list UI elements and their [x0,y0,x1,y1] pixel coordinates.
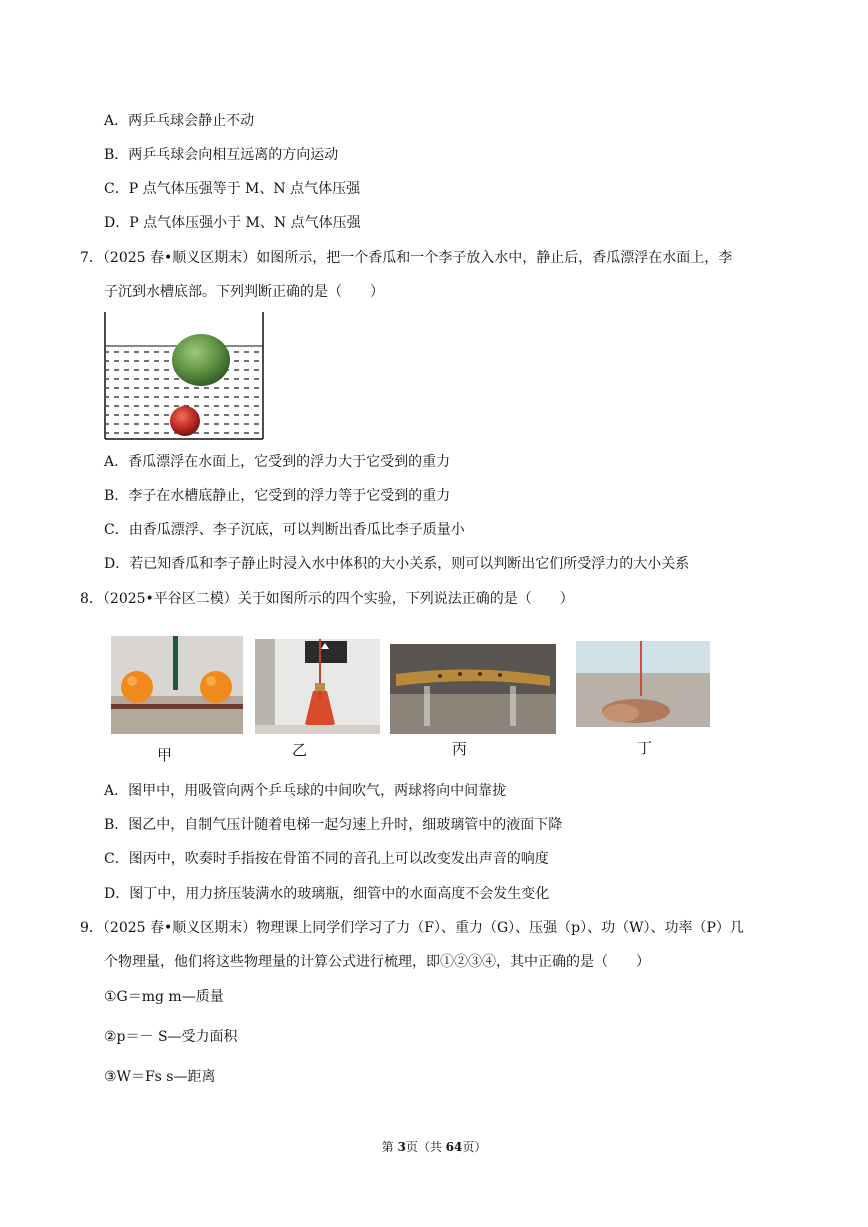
q9-item-1: ①G＝mg m—质量 [104,989,224,1005]
q8-option-c: C．图丙中，吹奏时手指按在骨笛不同的音孔上可以改变发出声音的响度 [104,851,549,867]
q6-option-d: D．P 点气体压强小于 M、N 点气体压强 [104,215,361,231]
footer-total-pages: 64 [445,1140,463,1154]
caption-bing: 丙 [452,740,468,758]
q9-stem-line1: 9．（2025 春•顺义区期末）物理课上同学们学习了力（F）、重力（G）、压强（p）、功（W）、功率（P）几 [80,920,744,936]
caption-yi: 乙 [292,741,308,759]
q9-stem-line2: 个物理量，他们将这些物理量的计算公式进行梳理，即①②③④，其中正确的是（ ） [104,954,650,970]
caption-ding: 丁 [637,739,653,757]
page-footer [0,1138,868,1155]
photo-bing [390,644,556,734]
q7-option-c: C．由香瓜漂浮、李子沉底，可以判断出香瓜比李子质量小 [104,522,465,538]
q7-stem-line1: 7．（2025 春•顺义区期末）如图所示，把一个香瓜和一个李子放入水中，静止后，香瓜漂浮在水面上，李 [80,250,733,266]
photo-yi [255,639,380,734]
caption-jia: 甲 [157,746,173,764]
footer-suffix: 页） [462,1140,487,1154]
q7-water-tank-figure [103,312,265,442]
q7-option-d: D．若已知香瓜和李子静止时浸入水中体积的大小关系，则可以判断出它们所受浮力的大小关系 [104,556,690,572]
q7-option-a: A．香瓜漂浮在水面上，它受到的浮力大于它受到的重力 [104,454,451,470]
footer-mid: 页（共 [405,1140,446,1154]
footer-page-number: 3 [397,1140,406,1154]
photo-jia [111,636,243,734]
q6-option-b: B．两乒乓球会向相互远离的方向运动 [104,147,339,163]
q6-option-a: A．两乒乓球会静止不动 [104,113,255,129]
q6-option-c: C．P 点气体压强等于 M、N 点气体压强 [104,181,361,197]
q8-stem: 8．（2025•平谷区二模）关于如图所示的四个实验，下列说法正确的是（ ） [80,591,574,607]
q7-stem-line2: 子沉到水槽底部。下列判断正确的是（ ） [104,284,384,300]
footer-prefix: 第 [381,1140,398,1154]
q8-option-d: D．图丁中，用力挤压装满水的玻璃瓶，细管中的水面高度不会发生变化 [104,886,550,902]
q8-option-a: A．图甲中，用吸管向两个乒乓球的中间吹气，两球将向中间靠拢 [104,783,507,799]
q7-option-b: B．李子在水槽底静止，它受到的浮力等于它受到的重力 [104,488,451,504]
q9-item-3: ③W＝Fs s—距离 [104,1069,216,1085]
photo-ding [576,641,710,727]
q8-option-b: B．图乙中，自制气压计随着电梯一起匀速上升时，细玻璃管中的液面下降 [104,817,563,833]
q9-item-2: ②p＝－ S—受力面积 [104,1029,238,1045]
